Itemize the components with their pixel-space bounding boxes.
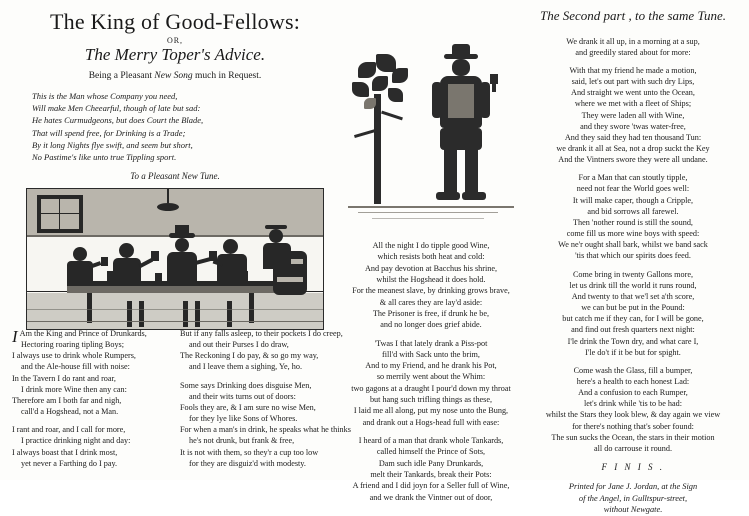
- verse-line: Am the King and Prince of Drunkards,: [19, 329, 147, 338]
- stanza: [524, 36, 742, 58]
- verse-line: 'tis that which our spirits does feed.: [575, 251, 691, 261]
- verse-line: I'le drink the Town dry, and what care I,: [567, 336, 699, 346]
- verse-line: Come bring in twenty Gallons more,: [572, 269, 694, 279]
- finis-mark: F I N I S .: [601, 462, 665, 473]
- verse-line: where we met with a fleet of Ships;: [574, 99, 692, 109]
- tune-direction: To a Pleasant New Tune.: [130, 170, 220, 181]
- verse-line: and we drank the Vintner out of door,: [369, 492, 493, 502]
- verse-line: and greedily stared about for more:: [575, 47, 691, 57]
- verse-line: I rant and roar, and I call for more,: [12, 425, 126, 435]
- stanza: [524, 65, 742, 165]
- second-part-heading: The Second part , to the same Tune.: [540, 8, 726, 23]
- verse-line: we drank it all at Sea, not a drop suckt the Key: [556, 144, 710, 153]
- title-or: OR,: [166, 35, 184, 45]
- stanza: [180, 380, 351, 469]
- dropcap: I: [12, 327, 18, 346]
- imprint-line: Printed for Jane J. Jordan, at the Sign: [568, 482, 698, 492]
- argument-line: Will make Men Cheearful, though of late but sad:: [32, 103, 201, 114]
- verse-line: The Prisoner is free, if drunk he be,: [372, 308, 490, 318]
- imprint-line: without Newgate.: [603, 505, 663, 515]
- verse-line: We drank it all up, in a morning at a sup,: [566, 36, 700, 46]
- stanza: [524, 172, 742, 261]
- page-subtitle: The Merry Toper's Advice.: [84, 44, 266, 64]
- left-verse-columns: [12, 327, 351, 476]
- verse-line: The Reckoning I do pay, & so go my way,: [180, 351, 319, 361]
- verse-line: come fill us more wine boys with speed:: [566, 229, 700, 239]
- argument-line: That will spend free, for Drinking is a Trade;: [32, 127, 186, 138]
- verse-line: called himself the Prince of Sots,: [376, 447, 486, 457]
- verse-line: I always boast that I drink most,: [12, 447, 118, 457]
- verse-line: For a Man that can stoutly tipple,: [578, 173, 688, 183]
- verse-line: whilst the Stars they look blew, & day again we view: [545, 410, 721, 420]
- verse-line: he's not drunk, but frank & free,: [189, 436, 295, 446]
- verse-line: And to my Friend, and he drank his Pot,: [365, 361, 497, 371]
- title-note-suffix: much in Request.: [192, 71, 262, 82]
- verse-line: & all cares they are lay'd aside:: [379, 297, 483, 307]
- verse-line: And straight we went unto the Ocean,: [571, 88, 695, 98]
- tavern-drinkers-woodcut: [26, 188, 324, 330]
- verse-line: which resists both heat and cold:: [377, 252, 485, 262]
- verse-line: And the Vintners swore they were all undane.: [558, 155, 708, 165]
- verse-line: I always use to drink whole Rumpers,: [12, 351, 136, 361]
- verse-line: I practice drinking night and day:: [21, 436, 131, 446]
- title-note-italic: New Song: [154, 71, 193, 82]
- verse-line: Fools they are, & I am sure no wise Men,: [180, 402, 316, 412]
- verse-line: And a confusion to each Rumper,: [578, 388, 688, 398]
- stanza: [524, 365, 742, 454]
- verse-line: And twenty to that we'l set a'th score,: [571, 291, 695, 301]
- stanza: [12, 328, 170, 417]
- verse-line: For the meanest slave, by drinking grows brave,: [352, 286, 510, 296]
- verse-line: I drink more Wine then any can:: [21, 384, 127, 394]
- verse-line: All the night I do tipple good Wine,: [372, 241, 490, 250]
- middle-verse: [346, 240, 516, 503]
- verse-line: and their wits turns out of doors:: [189, 391, 296, 401]
- verse-line: whilst the Hogshead it does hold.: [376, 274, 486, 284]
- verse-line: for they are disguiz'd with modesty.: [189, 458, 306, 468]
- verse-line: and bid sorrows all farewel.: [587, 206, 679, 216]
- verse-line: call'd a Hogshead, not a Man.: [21, 407, 119, 417]
- stanza: [346, 338, 516, 429]
- verse-column-2: [180, 328, 351, 476]
- verse-line: but hang such trifling things as these,: [369, 395, 493, 405]
- verse-line: and find out fresh quarters next night:: [571, 325, 695, 335]
- verse-line: But if any falls asleep, to their pockets I do creep,: [180, 329, 343, 338]
- stanza: [346, 435, 516, 503]
- verse-line: and drank out a Hogs-head full with ease:: [362, 417, 500, 427]
- verse-line: Come wash the Glass, fill a bumper,: [573, 365, 693, 375]
- verse-line: 'Twas I that lately drank a Piss-pot: [374, 338, 488, 348]
- verse-line: Some says Drinking does disguise Men,: [180, 380, 312, 390]
- argument-line: By it long Nights flye swift, and seem but short,: [32, 139, 193, 150]
- imprint: [524, 481, 742, 516]
- verse-line: It will make caper, though a Cripple,: [572, 195, 694, 205]
- verse-line: so merrily went about the Whim:: [376, 372, 486, 382]
- verse-line: and out their Purses I do draw,: [189, 340, 289, 350]
- argument-line: This is the Man whose Company you need,: [32, 91, 178, 102]
- stanza: [12, 424, 170, 469]
- verse-line: It is not with them, so they'r a cup too low: [180, 447, 319, 457]
- stanza: [180, 328, 343, 373]
- verse-line: We ne'r ought shall bark, whilst we band sack: [558, 240, 708, 250]
- verse-line: With that my friend he made a motion,: [569, 65, 697, 75]
- imprint-line: of the Angel, in Gulltspur-street,: [578, 493, 688, 503]
- verse-line: said, let's out part with such dry Lips,: [571, 77, 695, 87]
- argument-line: No Pastime's like unto true Tippling sport.: [32, 151, 177, 162]
- verse-line: for they lye like Sons of Whores.: [189, 414, 298, 424]
- verse-line: and I leave them a sighing, Ye, ho.: [189, 362, 303, 372]
- verse-line: And they said they had ten thousand Tun:: [564, 132, 702, 142]
- verse-line: They were laden all with Wine,: [581, 110, 685, 120]
- stanza: [524, 269, 742, 358]
- right-verse: [524, 36, 742, 454]
- verse-line: two gagons at a draught I pour'd down my throat: [351, 383, 511, 393]
- verse-line: and the Ale-house fill with noise:: [21, 362, 130, 372]
- title-note: [10, 71, 340, 81]
- middle-column: [346, 10, 516, 502]
- verse-line: Then 'nother round is still the sound,: [573, 217, 693, 227]
- right-column: [524, 6, 742, 515]
- verse-line: for there's nothing that's sober found:: [572, 421, 694, 431]
- verse-line: all do carrouse it round.: [594, 443, 672, 453]
- title-note-prefix: Being a Pleasant: [88, 71, 155, 82]
- left-column: [10, 6, 351, 474]
- verse-line: need not fear the World goes well:: [576, 184, 690, 194]
- verse-line: Hectoring roaring tipling Boys;: [21, 340, 125, 350]
- verse-line: A friend and I did joyn for a Seller full of Wine,: [352, 481, 510, 491]
- verse-line: and no longer does grief abide.: [380, 320, 482, 330]
- verse-line: we can but be put in the Pound:: [581, 303, 685, 313]
- verse-line: but catch me if they can, for I will be gone,: [562, 314, 704, 324]
- verse-column-1: [12, 328, 170, 476]
- verse-line: Dam such idle Pany Drunkards,: [378, 458, 484, 468]
- verse-line: fill'd with Sack unto the brim,: [382, 349, 480, 359]
- stanza: [346, 240, 516, 331]
- verse-line: let us drink till the world it runs round,: [569, 280, 697, 290]
- argument-line: He hates Curmudgeons, but does Court the Blade,: [32, 115, 204, 126]
- verse-line: For when a man's in drink, he speaks what he thinks: [180, 425, 351, 435]
- verse-line: and they swore 'twas water-free,: [580, 121, 686, 131]
- verse-line: I heard of a man that drank whole Tankards,: [358, 436, 504, 445]
- verse-line: yet never a Farthing do I pay.: [21, 458, 118, 468]
- verse-line: here's a health to each honest Lad:: [576, 376, 690, 386]
- argument-verse: [10, 90, 340, 162]
- verse-line: I laid me all along, put my nose unto the Bung,: [353, 406, 509, 416]
- vintner-with-tree-woodcut: [348, 40, 514, 230]
- verse-line: I'le do't if it be but for spight.: [585, 347, 681, 357]
- verse-line: let's drink while 'tis to be had:: [583, 399, 682, 409]
- verse-line: In the Tavern I do rant and roar,: [12, 373, 116, 383]
- verse-line: The sun sucks the Ocean, the stars in their motion: [551, 432, 715, 442]
- verse-line: Therefore am I both far and nigh,: [12, 395, 122, 405]
- verse-line: And pay devotion at Bacchus his shrine,: [364, 263, 498, 273]
- page-title: The King of Good-Fellows:: [49, 9, 301, 34]
- verse-line: melt their Tankards, break their Pots:: [370, 469, 492, 479]
